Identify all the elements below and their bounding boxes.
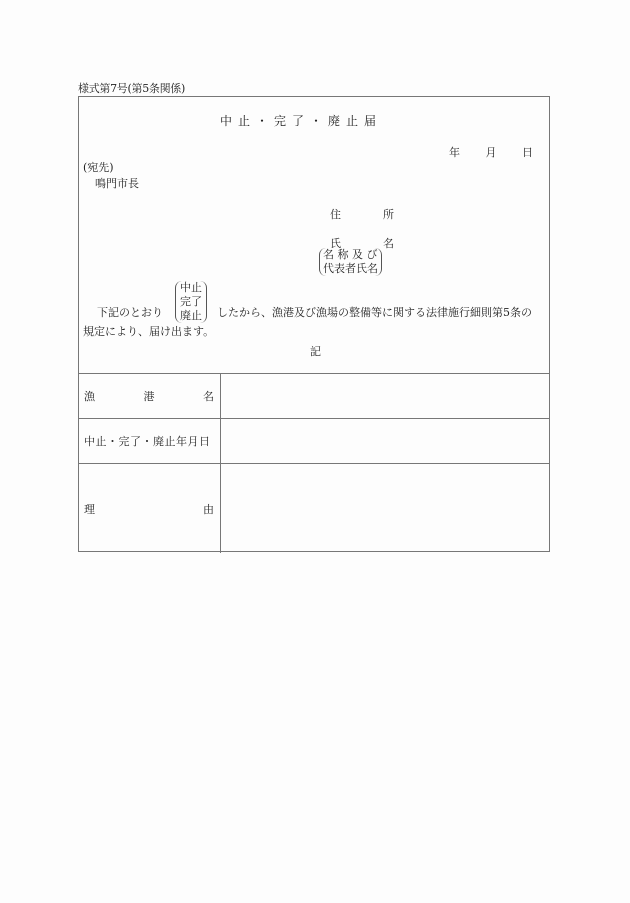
table-row-date	[79, 418, 549, 463]
form-title	[217, 112, 379, 129]
address-label-char: 所	[383, 208, 394, 221]
title-char: 届	[363, 114, 376, 128]
label-char: 由	[203, 502, 214, 516]
date-field[interactable]	[222, 419, 549, 463]
body-line2: 規定により、届け出ます。	[83, 325, 215, 338]
title-char: 中	[219, 114, 232, 128]
option-chushi: 中止	[180, 281, 202, 294]
date-line	[427, 144, 533, 160]
date-year: 年	[449, 146, 460, 159]
reason-label	[84, 501, 214, 517]
table-row-port-name	[79, 373, 549, 418]
name-alt-bracket	[319, 248, 382, 276]
option-haishi: 廃止	[180, 309, 202, 322]
label-cell	[79, 419, 221, 463]
title-char: 止	[237, 114, 250, 128]
body-rest: したから、漁港及び漁場の整備等に関する法律施行細則第5条の	[217, 306, 532, 319]
name-alt-line2: 代表者氏名	[323, 262, 378, 275]
address-label	[330, 206, 394, 222]
option-kanryo: 完了	[180, 295, 202, 308]
name-label-char: 名	[383, 237, 394, 250]
status-options-bracket	[175, 281, 207, 323]
label-cell	[79, 374, 221, 418]
body-lead: 下記のとおり	[97, 306, 163, 319]
label-char: 港	[143, 390, 155, 403]
port-name-label	[84, 388, 214, 404]
name-label-char: 氏	[330, 237, 341, 250]
title-char: ・	[255, 114, 268, 128]
table-row-reason	[79, 463, 549, 553]
title-char: 完	[273, 114, 286, 128]
reason-field[interactable]	[222, 464, 549, 553]
date-day: 日	[522, 146, 533, 159]
title-char: 止	[345, 114, 358, 128]
title-char: 了	[291, 114, 304, 128]
form-number: 様式第7号(第5条関係)	[78, 82, 185, 95]
label-char: 名	[203, 390, 214, 403]
date-month: 月	[485, 146, 497, 159]
label-char: 理	[84, 502, 95, 516]
form-box	[78, 96, 550, 552]
addressee-prefix: (宛先)	[83, 161, 114, 174]
title-char: ・	[309, 114, 322, 128]
title-char: 廃	[327, 114, 340, 128]
addressee-name: 鳴門市長	[95, 177, 139, 190]
name-alt-line1: 名 称 及 び	[323, 248, 378, 261]
address-label-char: 住	[330, 208, 341, 221]
date-label: 中止・完了・廃止年月日	[84, 435, 211, 448]
port-name-field[interactable]	[222, 374, 549, 418]
label-char: 漁	[84, 390, 95, 403]
label-cell	[79, 464, 221, 553]
ki-heading: 記	[310, 345, 321, 358]
